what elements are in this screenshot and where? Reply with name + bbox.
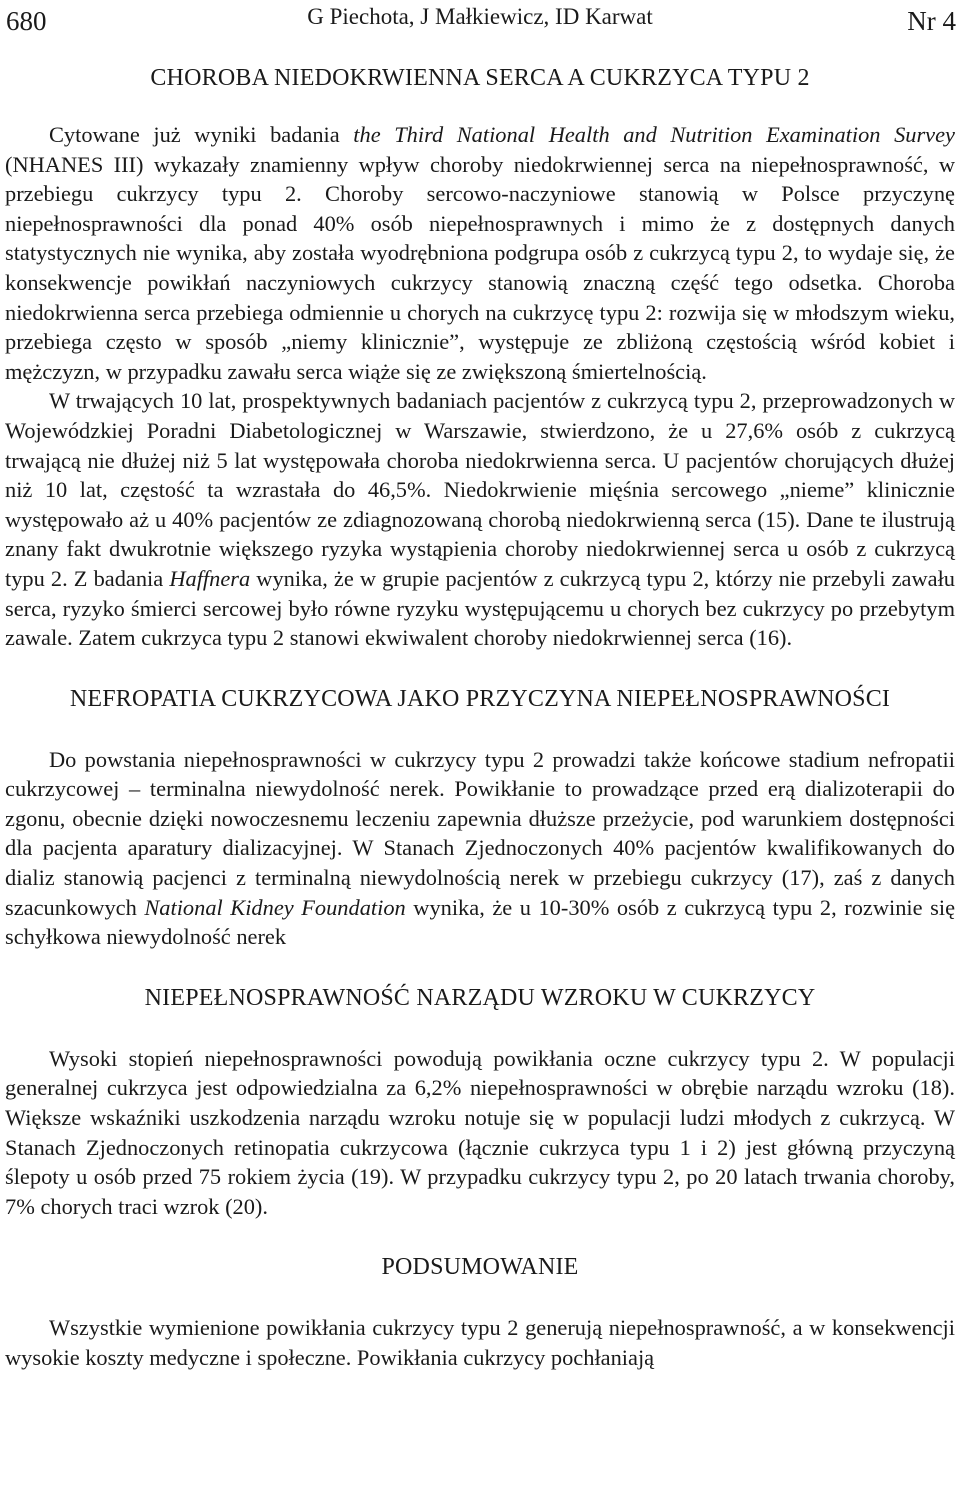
- italic-run: Haffnera: [169, 565, 251, 591]
- text-run: Wysoki stopień niepełnosprawności powodują powikłania oczne cukrzycy typu 2. W populacji generalnej cukrzyca jest odpowiedzialna za 6,2% niepełnosprawności w obrębie narządu wzroku (18). Większe wskaźniki uszkodzenia narządu wzroku notuje się w populacji ludzi młodych z cukrzycą. W Stanach Zjednoczonych retinopatia cukrzycowa (łącznie cukrzyca typu 1 i 2) jest główną przyczyną ślepoty u osób przed 75 rokiem życia (19). W przypadku cukrzycy typu 2, po 20 latach trwania choroby, 7% chorych traci wzrok (20).: [5, 1045, 955, 1219]
- section-heading: NIEPEŁNOSPRAWNOŚĆ NARZĄDU WZROKU W CUKRZYCY: [144, 984, 816, 1011]
- section-heading: PODSUMOWANIE: [381, 1254, 579, 1281]
- paragraph: [5, 1044, 955, 1222]
- section-heading: CHOROBA NIEDOKRWIENNA SERCA A CUKRZYCA TYPU 2: [150, 65, 810, 91]
- text-run: Do powstania niepełnosprawności w cukrzycy typu 2 prowadzi także końcowe stadium nefropatii cukrzycowej – terminalna niewydolność nerek. Powikłanie to prowadzące przed erą dializoterapii do zgonu, obecnie dzięki nowoczesnemu leczeniu zapewnia dłuższe przeżycie, pod warunkiem dostępności dla pacjenta aparatury dializacyjnej. W Stanach Zjednoczonych 40% pacjentów kwalifikowanych do dializ stanowią pacjenci z terminalną niewydolnością nerek w przebiegu cukrzycy (17), zaś z danych szacunkowych: [5, 746, 955, 920]
- italic-run: the Third National Health and Nutrition Examination Survey: [353, 122, 955, 147]
- section-heading: NEFROPATIA CUKRZYCOWA JAKO PRZYCZYNA NIEPEŁNOSPRAWNOŚCI: [69, 685, 891, 712]
- text-run: wynika, że w grupie pacjentów z cukrzycą typu 2, którzy nie przebyli zawału serca, ryzyko śmierci sercowej było równe ryzyku występującemu u chorych bez cukrzycy po przebytym zawale. Zatem cukrzyca typu 2 stanowi ekwiwalent choroby niedokrwiennej serca (16).: [5, 565, 955, 651]
- running-head-authors: G Piechota, J Małkiewicz, ID Karwat: [307, 4, 653, 29]
- text-run: Cytowane już wyniki badania: [49, 122, 354, 147]
- section-summary: [5, 1251, 955, 1372]
- text-run: (NHANES III) wykazały znamienny wpływ choroby niedokrwiennej serca na niepełnosprawność, w przebiegu cukrzycy typu 2. Choroby sercowo-naczyniowe stanowią w Polsce przyczynę niepełnosprawności dla ponad 40% osób niepełnosprawnych i mimo że z dostępnych danych statystycznych nie wynika, aby została wyodrębniona podgrupa osób z cukrzycą typu 2, to wydaje się, że konsekwencje powikłań naczyniowych cukrzycy stanowią znaczną część tego odsetka. Choroba niedokrwienna serca przebiega odmiennie u chorych na cukrzycę typu 2: rozwija się w młodszym wieku, przebiega często w sposób „niemy klinicznie”, występuje ze zbliżoną częstością wśród kobiet i mężczyzn, w przypadku zawału serca wiąże się ze zwiększoną śmiertelnością.: [5, 151, 955, 384]
- page-number: 680: [6, 6, 47, 36]
- italic-run: National Kidney Foundation: [144, 894, 406, 920]
- article-body: [5, 62, 955, 1373]
- text-run: Wszystkie wymienione powikłania cukrzycy typu 2 generują niepełnosprawność, a w konsekwencji wysokie koszty medyczne i społeczne. Powikłania cukrzycy pochłaniają: [5, 1315, 955, 1370]
- section-vision: [5, 982, 955, 1222]
- paragraph: [5, 1313, 955, 1372]
- paragraph: [5, 386, 955, 652]
- running-header: [0, 0, 960, 44]
- text-run: W trwających 10 lat, prospektywnych badaniach pacjentów z cukrzycą typu 2, przeprowadzonych w Wojewódzkiej Poradni Diabetologicznej w Warszawie, stwierdzono, że u 27,6% osób z cukrzycą trwającą nie dłużej niż 5 lat występowała choroba niedokrwienna serca. U pacjentów chorujących dłużej niż 10 lat, częstość ta wzrastała do 46,5%. Niedokrwienie mięśnia sercowego „nieme” klinicznie występowało aż u 40% pacjentów ze zdiagnozowaną chorobą niedokrwienną serca (15). Dane te ilustrują znany fakt dwukrotnie większego ryzyka wystąpienia choroby niedokrwiennej serca u osób z cukrzycą typu 2. Z badania: [5, 388, 955, 591]
- paragraph: [5, 120, 955, 386]
- paragraph: [5, 745, 955, 952]
- section-heart-disease: [5, 62, 955, 653]
- issue-number: Nr 4: [907, 6, 956, 36]
- section-nephropathy: [5, 683, 955, 952]
- text-run: wynika, że u 10-30% osób z cukrzycą typu 2, rozwinie się schyłkowa niewydolność nerek: [5, 894, 956, 950]
